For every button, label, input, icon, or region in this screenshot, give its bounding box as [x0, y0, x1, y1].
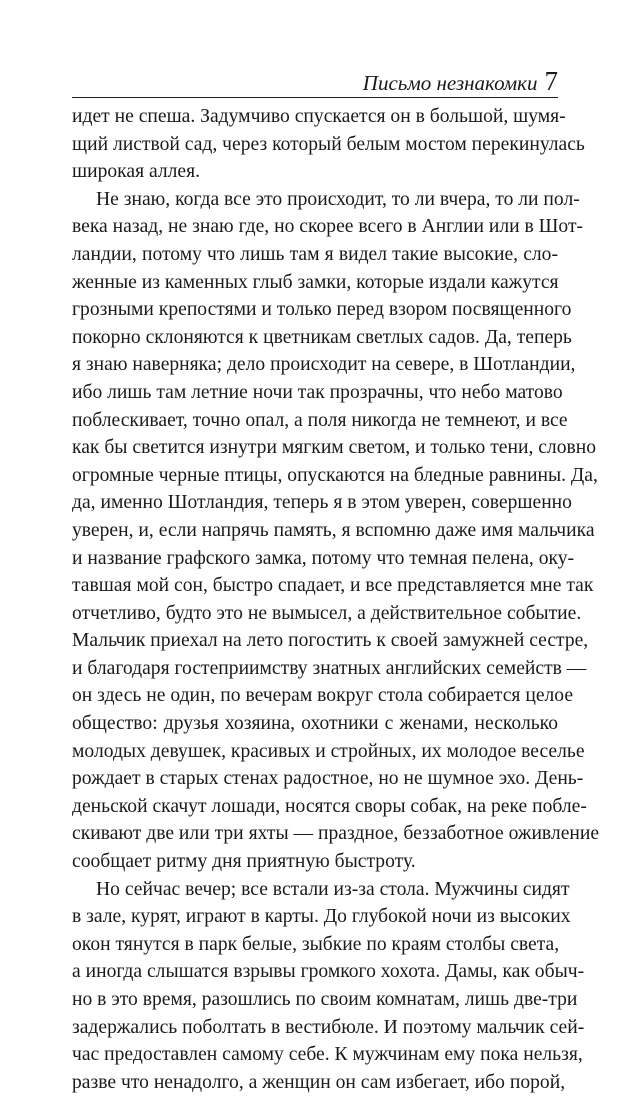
text-line: и название графского замка, потому что темная пелена, оку-: [72, 547, 575, 569]
text-line: окон тянутся в парк белые, зыбкие по краям столбы света,: [72, 933, 560, 955]
text-line: Не знаю, когда все это происходит, то ли вчера, то ли пол-: [96, 188, 580, 210]
text-line: покорно склоняются к цветникам светлых садов. Да, теперь: [72, 326, 572, 348]
text-line: рождает в старых стенах радостное, но не шумное эхо. День-: [72, 768, 584, 790]
text-line: ибо лишь там летние ночи так прозрачны, что небо матово: [72, 381, 563, 403]
text-line: Но сейчас вечер; все встали из-за стола. Мужчины сидят: [96, 878, 570, 900]
text-line: как бы светится изнутри мягким светом, и только тени, словно: [72, 437, 597, 459]
paragraph: [72, 103, 585, 186]
text-line: отчетливо, будто это не вымысел, а действительное событие.: [72, 602, 582, 624]
running-header: [363, 66, 558, 97]
text-line: но в это время, разошлись по своим комнатам, лишь две-три: [72, 989, 578, 1010]
text-line: тавшая мой сон, быстро спадает, и все представляется мне так: [72, 575, 594, 597]
text-line: женные из каменных глыб замки, которые издали кажутся: [72, 271, 559, 293]
text-line: и благодаря гостеприимству знатных английских семейств —: [72, 657, 587, 679]
text-line: час предоставлен самому себе. К мужчинам ему пока нельзя,: [72, 1044, 583, 1066]
paragraph: [72, 186, 600, 876]
text-line: века назад, не знаю где, но скорее всего в Англии или в Шот-: [72, 216, 584, 238]
text-line: скивают две или три яхты — праздное, беззаботное оживление: [72, 823, 600, 845]
text-line: молодых девушек, красивых и стройных, их молодое веселье: [72, 740, 585, 762]
text-line: грозными крепостями и только перед взором посвященного: [72, 299, 572, 321]
text-line: он здесь не один, по вечерам вокруг стола собирается целое: [72, 685, 574, 707]
text-line: сообщает ритму дня приятную быстроту.: [72, 851, 416, 873]
text-line: да, именно Шотландия, теперь я в этом уверен, совершенно: [72, 492, 572, 514]
text-line: деньской скачут лошади, носятся своры собак, на реке побле-: [72, 795, 587, 817]
text-line: разве что ненадолго, а женщин он сам избегает, ибо порой,: [72, 1071, 566, 1093]
text-line: огромные черные птицы, опускаются на бледные равнины. Да,: [72, 464, 598, 486]
paragraph: [72, 876, 585, 1096]
text-line: уверен, и, если напрячь память, я вспомню даже имя мальчика: [72, 519, 595, 541]
text-line: Мальчик приехал на лето погостить к своей замужней сестре,: [72, 630, 589, 652]
text-line: широкая аллея.: [72, 161, 201, 183]
text-line: я знаю наверняка; дело происходит на севере, в Шотландии,: [72, 354, 576, 376]
page-body: [72, 103, 600, 1096]
text-line: а иногда слышатся взрывы громкого хохота. Дамы, как обыч-: [72, 961, 585, 983]
page-number: 7: [544, 66, 558, 96]
text-line: задержались поболтать в вестибюле. И поэтому мальчик сей-: [72, 1016, 585, 1038]
text-line: общество: друзья хозяина, охотники с женами, несколько: [72, 713, 558, 735]
text-line: поблескивает, точно опал, а поля никогда не темнеют, и все: [72, 409, 568, 431]
text-line: щий листвой сад, через который белым мостом перекинулась: [72, 133, 585, 155]
text-line: идет не спеша. Задумчиво спускается он в большой, шумя-: [72, 106, 566, 127]
text-line: в зале, курят, играют в карты. До глубокой ночи из высоких: [72, 906, 571, 928]
running-header-title: Письмо незнакомки: [362, 71, 538, 95]
text-line: ландии, потому что лишь там я видел такие высокие, сло-: [72, 243, 558, 265]
header-divider: [72, 97, 558, 98]
